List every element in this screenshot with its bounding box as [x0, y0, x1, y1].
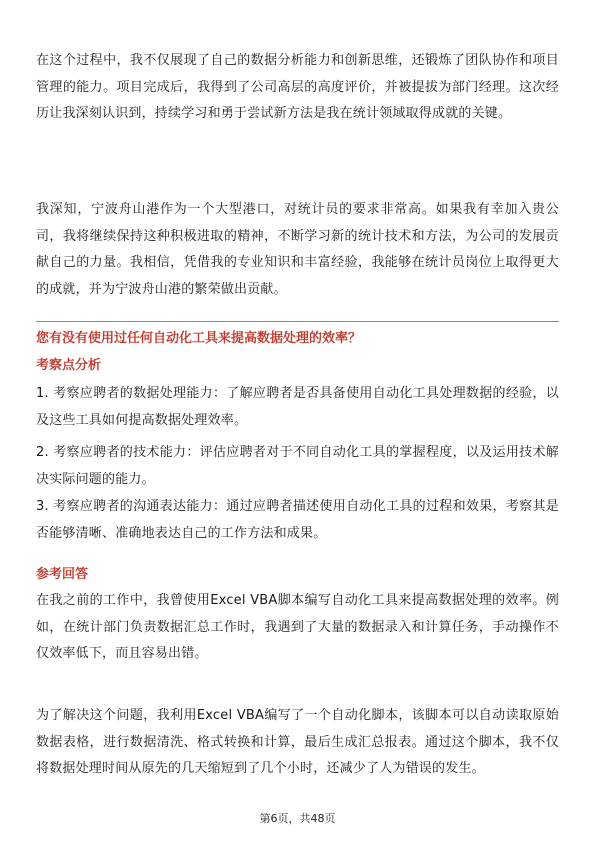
intro-paragraph-2: 我深知，宁波舟山港作为一个大型港口，对统计员的要求非常高。如果我有幸加入贵公司，我将继续保持这种积极进取的精神，不断学习新的统计技术和方法，为公司的发展贡献自己的力量。我相信，凭借我的专业知识和丰富经验，我能够在统计员岗位上取得更大的成就，并为宁波舟山港的繁荣做出贡献。	[36, 202, 559, 297]
page-number: 第6页，共48页	[259, 812, 336, 825]
analysis-item-2: 2. 考察应聘者的技术能力：评估应聘者对于不同自动化工具的掌握程度，以及运用技术解决实际问题的能力。	[36, 445, 559, 487]
question-title: 您有没有使用过任何自动化工具来提高数据处理的效率？	[36, 331, 362, 346]
section-divider	[36, 321, 559, 322]
answer-heading: 参考回答	[36, 567, 89, 582]
analysis-heading: 考察点分析	[36, 358, 102, 373]
intro-paragraph-1: 在这个过程中，我不仅展现了自己的数据分析能力和创新思维，还锻炼了团队协作和项目管理的能力。项目完成后，我得到了公司高层的高度评价，并被提拔为部门经理。这次经历让我深刻认识到，持续学习和勇于尝试新方法是我在统计领域取得成就的关键。	[36, 53, 559, 121]
answer-paragraph-1: 在我之前的工作中，我曾使用Excel VBA脚本编写自动化工具来提高数据处理的效率。例如，在统计部门负责数据汇总工作时，我遇到了大量的数据录入和计算任务，手动操作不仅效率低下，而且容易出错。	[36, 593, 559, 661]
analysis-item-3: 3. 考察应聘者的沟通表达能力：通过应聘者描述使用自动化工具的过程和效果，考察其是否能够清晰、准确地表达自己的工作方法和成果。	[36, 499, 559, 541]
answer-paragraph-2: 为了解决这个问题，我利用Excel VBA编写了一个自动化脚本，该脚本可以自动读取原始数据表格，进行数据清洗、格式转换和计算，最后生成汇总报表。通过这个脚本，我不仅将数据处理时间从原先的几天缩短到了几个小时，还减少了人为错误的发生。	[36, 708, 559, 776]
analysis-item-1: 1. 考察应聘者的数据处理能力：了解应聘者是否具备使用自动化工具处理数据的经验，以及这些工具如何提高数据处理效率。	[36, 386, 559, 428]
